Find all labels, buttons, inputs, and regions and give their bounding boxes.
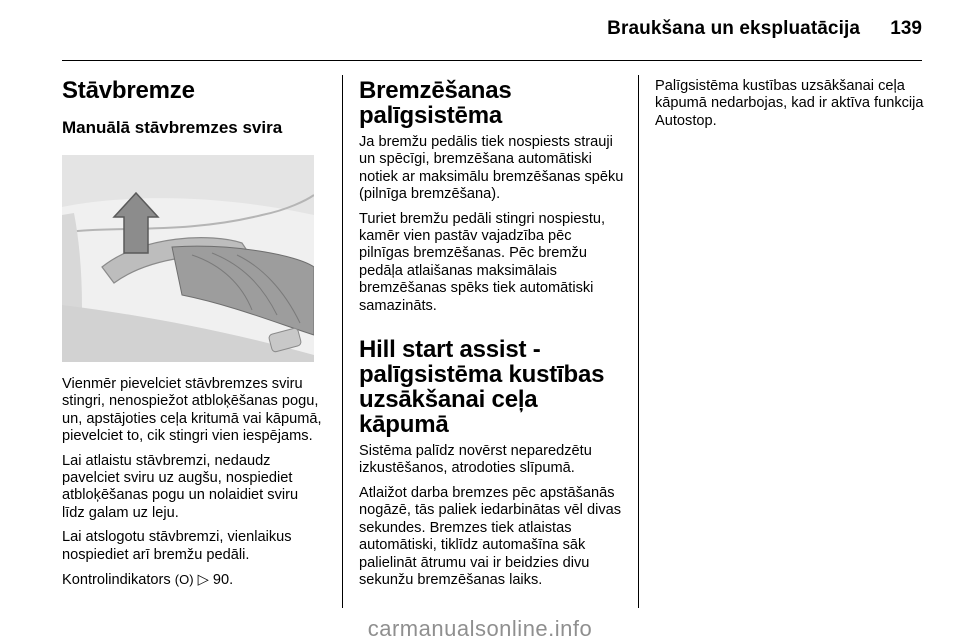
paragraph-indicator — [62, 571, 324, 589]
subheading-manual-lever: Manuālā stāvbremzes svira — [62, 118, 283, 137]
header-rule — [62, 60, 922, 61]
section-heading-parking-brake: Stāvbremze — [62, 77, 195, 104]
section-heading-brake-assist: Bremzēšanas palīgsistēma — [359, 77, 512, 129]
column-1 — [62, 78, 324, 589]
paragraph-apply-brake: Vienmēr pievelciet stāvbremzes sviru stingri, nenospiežot atbloķēšanas pogu, un, apstājoties ceļa kritumā vai kāpumā, pievelciet to, cik stingri vien iespējams. — [62, 376, 322, 445]
paragraph-hill-start-1: Sistēma palīdz novērst neparedzētu izkustēšanos, atrodoties slīpumā. — [359, 443, 592, 477]
parking-brake-illustration — [62, 155, 314, 362]
page-reference-link[interactable]: 90. — [212, 572, 234, 589]
paragraph-relieve-brake: Lai atslogotu stāvbremzi, vienlaikus nospiediet arī bremžu pedāli. — [62, 529, 292, 563]
section-heading-hill-start-assist: Hill start assist - palīgsistēma kustības uzsākšanai ceļa kāpumā — [359, 336, 605, 439]
cross-reference-arrow-icon: ▷ — [197, 572, 209, 589]
page-number: 139 — [890, 18, 922, 39]
brake-warning-icon: (O) — [174, 572, 194, 588]
indicator-label: Kontrolindikators — [62, 572, 171, 589]
paragraph-brake-assist-2: Turiet bremžu pedāli stingri nospiestu, kamēr vien pastāv vajadzība pēc pilnīgas bremzēšanas. Pēc bremžu pedāļa atlaišanas maksimālais bremzēšanas spēks tiek automātiski samazināts. — [359, 210, 606, 314]
column-2 — [359, 78, 625, 589]
watermark-text: carmanualsonline.info — [367, 616, 593, 641]
column-3 — [655, 78, 925, 130]
column-divider-1 — [342, 75, 343, 608]
column-divider-2 — [638, 75, 639, 608]
paragraph-brake-assist-1: Ja bremžu pedālis tiek nospiests strauji un spēcīgi, bremzēšana automātiski notiek ar maksimālu bremzēšanas spēku (pilnīga bremzēšana). — [359, 134, 624, 203]
paragraph-release-brake: Lai atlaistu stāvbremzi, nedaudz pavelciet sviru uz augšu, nospiediet atbloķēšanas pogu un nolaidiet sviru līdz galam uz leju. — [62, 452, 299, 521]
running-header: Braukšana un ekspluatācija — [607, 18, 860, 39]
paragraph-autostop-note: Palīgsistēma kustības uzsākšanai ceļa kāpumā nedarbojas, kad ir aktīva funkcija Autostop. — [655, 78, 924, 129]
paragraph-hill-start-2: Atlaižot darba bremzes pēc apstāšanās nogāzē, tās paliek iedarbinātas vēl divas sekundes. Bremzes tiek atlaistas automātiski, tiklīdz automašīna sāk palielināt ātrumu vai ir beidzies divu sekunžu bremzēšanas laiks. — [359, 484, 622, 588]
